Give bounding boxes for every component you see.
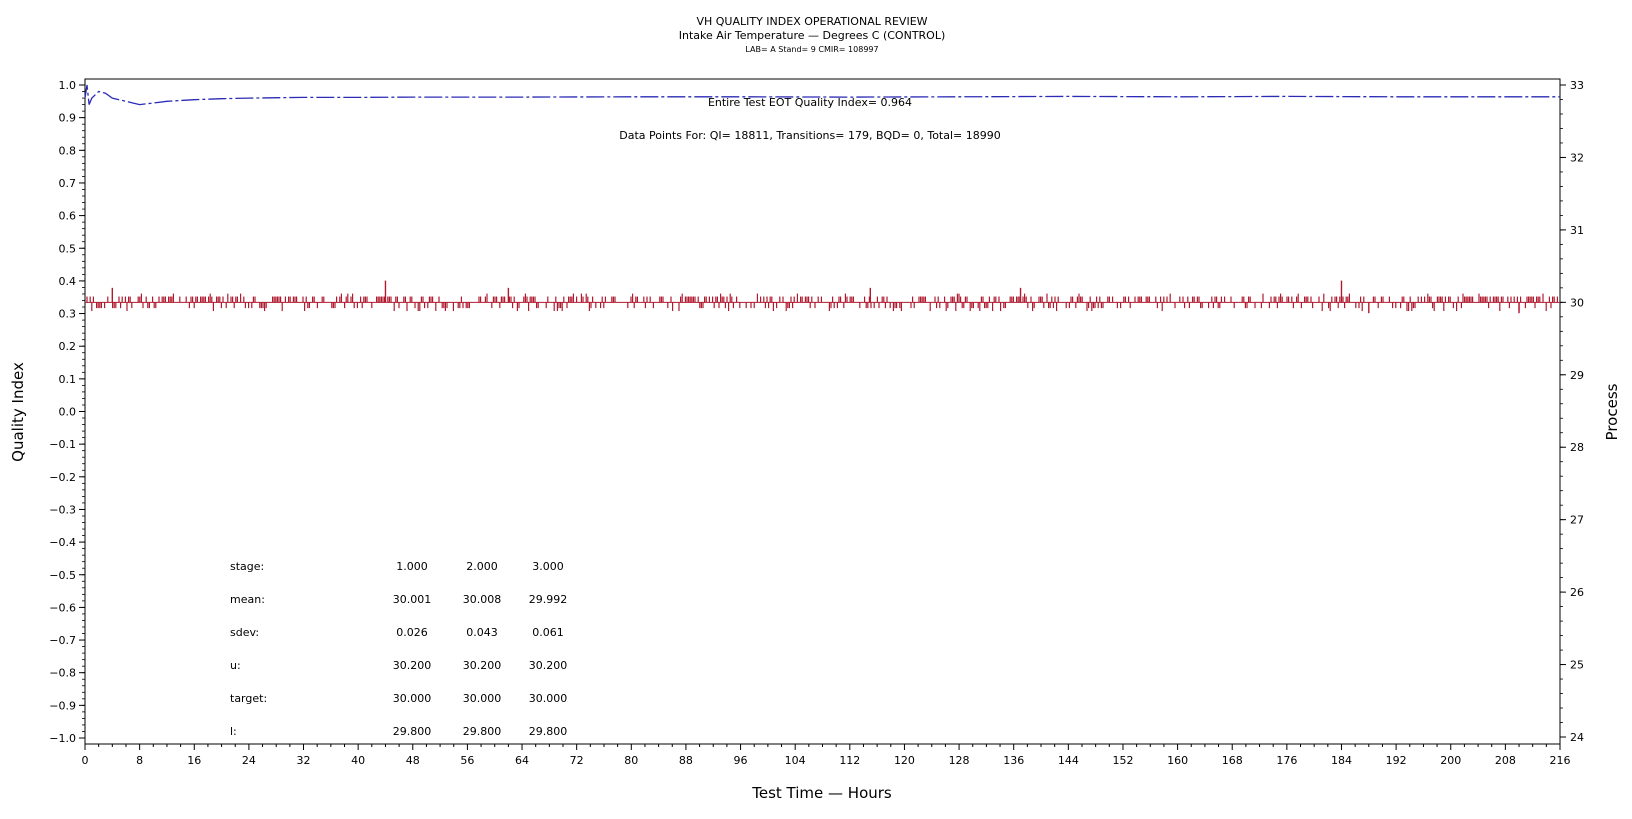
stats-value: 30.001 (392, 593, 432, 606)
y-left-tick-label: −0.7 (49, 634, 76, 648)
y-left-tick-label: 0.4 (58, 274, 76, 288)
stats-value: 30.200 (528, 659, 568, 672)
y-right-tick-label: 26 (1570, 586, 1584, 600)
qi-annotation: Entire Test EOT Quality Index= 0.964 (707, 96, 913, 109)
x-tick-label: 200 (1440, 754, 1462, 767)
y-left-tick-label: 0.3 (58, 307, 76, 321)
y-left-tick-label: −1.0 (49, 732, 76, 745)
x-tick-label: 160 (1167, 754, 1189, 767)
y-left-tick-label: −0.6 (49, 601, 76, 615)
y-left-tick-label: −0.3 (49, 503, 76, 517)
y-left-tick-label: −0.1 (49, 438, 76, 452)
stats-value: 3.000 (532, 560, 564, 573)
stats-row-label: mean: (230, 593, 265, 606)
points-annotation: Data Points For: QI= 18811, Transitions= 179, BQD= 0, Total= 18990 (619, 129, 1001, 142)
x-tick-label: 32 (296, 754, 311, 767)
y-left-tick-label: 0.2 (58, 340, 76, 354)
y-left-tick-label: −0.8 (49, 666, 76, 680)
x-tick-label: 0 (81, 754, 89, 767)
x-tick-label: 192 (1385, 754, 1407, 767)
x-tick-label: 104 (784, 754, 806, 767)
chart-title: VH QUALITY INDEX OPERATIONAL REVIEW (696, 15, 928, 28)
y-axis-label-right: Process (1603, 383, 1621, 441)
stats-table (230, 560, 567, 738)
stats-value: 1.000 (396, 560, 428, 573)
y-left-tick-label: −0.4 (49, 536, 76, 550)
x-tick-label: 216 (1549, 754, 1571, 767)
stats-value: 30.000 (462, 692, 502, 705)
y-axis-left (49, 79, 85, 745)
stats-row-label: target: (230, 692, 268, 705)
stats-value: 30.000 (392, 692, 432, 705)
x-tick-label: 176 (1276, 754, 1298, 767)
x-tick-label: 88 (678, 754, 693, 767)
x-axis-label: Test Time — Hours (752, 784, 892, 802)
y-left-tick-label: 0.6 (58, 209, 76, 223)
x-tick-label: 72 (569, 754, 584, 767)
stats-value: 0.026 (396, 626, 428, 639)
y-left-tick-label: −0.9 (49, 699, 76, 713)
y-right-tick-label: 32 (1570, 151, 1584, 165)
x-tick-label: 16 (187, 754, 202, 767)
y-left-tick-label: −0.2 (49, 470, 76, 484)
stats-value: 0.043 (466, 626, 498, 639)
stats-row-label: stage: (230, 560, 265, 573)
stats-value: 29.800 (528, 725, 568, 738)
stats-row-label: l: (230, 725, 237, 738)
stats-value: 30.008 (462, 593, 502, 606)
x-tick-label: 64 (515, 754, 530, 767)
y-left-tick-label: 0.7 (58, 176, 76, 190)
y-right-tick-label: 25 (1570, 658, 1584, 672)
y-right-tick-label: 31 (1570, 223, 1584, 237)
y-left-tick-label: 0.9 (58, 111, 76, 125)
stats-value: 29.800 (462, 725, 502, 738)
x-tick-label: 184 (1330, 754, 1352, 767)
x-tick-label: 112 (839, 754, 861, 767)
y-right-tick-label: 24 (1570, 731, 1584, 744)
chart-subtitle-2: LAB= A Stand= 9 CMIR= 108997 (745, 45, 879, 54)
y-axis-right (1560, 79, 1584, 744)
y-right-tick-label: 33 (1570, 79, 1584, 92)
plot-frame (85, 79, 1560, 744)
y-right-tick-label: 28 (1570, 441, 1584, 455)
stats-value: 2.000 (466, 560, 498, 573)
stats-value: 30.200 (392, 659, 432, 672)
x-tick-label: 144 (1057, 754, 1079, 767)
x-tick-label: 208 (1494, 754, 1516, 767)
x-tick-label: 40 (351, 754, 366, 767)
x-tick-label: 96 (733, 754, 748, 767)
stats-value: 29.992 (528, 593, 568, 606)
stats-value: 30.000 (528, 692, 568, 705)
x-tick-label: 8 (136, 754, 144, 767)
stats-row-label: u: (230, 659, 241, 672)
y-left-tick-label: 1.0 (58, 79, 76, 92)
stats-value: 0.061 (532, 626, 564, 639)
y-left-tick-label: 0.1 (58, 372, 76, 386)
y-left-tick-label: 0.8 (58, 144, 76, 158)
y-axis-label-left: Quality Index (9, 362, 27, 462)
x-tick-label: 128 (948, 754, 970, 767)
process-series (85, 281, 1560, 314)
y-right-tick-label: 27 (1570, 513, 1584, 527)
chart-subtitle: Intake Air Temperature — Degrees C (CONTROL) (678, 29, 946, 42)
x-tick-label: 136 (1003, 754, 1025, 767)
y-right-tick-label: 29 (1570, 368, 1584, 382)
x-tick-label: 152 (1112, 754, 1134, 767)
x-tick-label: 120 (893, 754, 915, 767)
x-tick-label: 168 (1221, 754, 1243, 767)
stats-value: 29.800 (392, 725, 432, 738)
x-tick-label: 24 (241, 754, 256, 767)
y-left-tick-label: −0.5 (49, 568, 76, 582)
stats-row-label: sdev: (230, 626, 260, 639)
y-right-tick-label: 30 (1570, 296, 1584, 310)
x-tick-label: 48 (405, 754, 420, 767)
x-tick-label: 56 (460, 754, 475, 767)
stats-value: 30.200 (462, 659, 502, 672)
x-tick-label: 80 (624, 754, 639, 767)
y-left-tick-label: 0.0 (58, 405, 76, 419)
x-axis (82, 744, 1571, 767)
y-left-tick-label: 0.5 (58, 242, 76, 256)
